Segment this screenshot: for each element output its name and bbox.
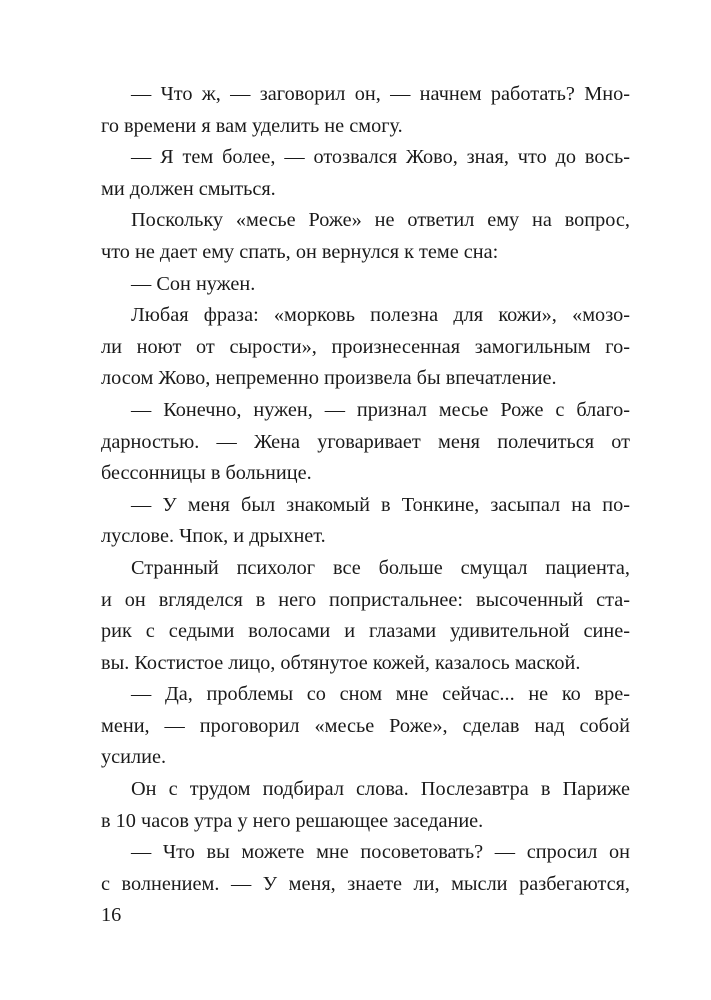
text-line: лосом Жово, непременно произвела бы впечатление. <box>101 367 557 390</box>
text-line: Он с трудом подбирал слова. Послезавтра в Париже <box>131 778 630 801</box>
text-line: Странный психолог все больше смущал пациента, <box>131 556 630 579</box>
page-number: 16 <box>101 904 122 926</box>
text-line: ми должен смыться. <box>101 177 276 200</box>
text-line: Любая фраза: «морковь полезна для кожи», «мозо- <box>131 304 630 327</box>
text-line: вы. Костистое лицо, обтянутое кожей, казалось маской. <box>101 651 581 674</box>
text-line: с волнением. — У меня, знаете ли, мысли разбегаются, <box>101 872 630 895</box>
text-line: Поскольку «месье Роже» не ответил ему на вопрос, <box>131 209 630 232</box>
text-line: — Да, проблемы со сном мне сейчас... не ко вре- <box>131 683 630 706</box>
text-line: — Конечно, нужен, — признал месье Роже с благо- <box>131 398 630 421</box>
text-line: — Сон нужен. <box>131 272 256 295</box>
text-line: усилие. <box>101 746 167 769</box>
text-line: бессонницы в больнице. <box>101 462 312 485</box>
text-line: го времени я вам уделить не смогу. <box>101 114 403 137</box>
text-line: — У меня был знакомый в Тонкине, засыпал на по- <box>131 493 630 516</box>
text-line: и он вгляделся в него попристальнее: высоченный ста- <box>101 588 630 611</box>
body-text <box>101 79 630 900</box>
text-line: — Я тем более, — отозвался Жово, зная, что до вось- <box>131 146 630 169</box>
text-line: что не дает ему спать, он вернулся к теме сна: <box>101 240 499 263</box>
text-line: рик с седыми волосами и глазами удивительной сине- <box>101 620 630 643</box>
text-line: луслове. Чпок, и дрыхнет. <box>101 525 326 548</box>
text-line: в 10 часов утра у него решающее заседание. <box>101 809 484 832</box>
text-line: — Что ж, — заговорил он, — начнем работать? Мно- <box>131 83 630 105</box>
text-line: мени, — проговорил «месье Роже», сделав над собой <box>101 714 630 737</box>
text-line: — Что вы можете мне посоветовать? — спросил он <box>131 841 630 864</box>
text-line: дарностью. — Жена уговаривает меня полечиться от <box>101 430 630 453</box>
text-line: ли ноют от сырости», произнесенная замогильным го- <box>101 335 630 358</box>
